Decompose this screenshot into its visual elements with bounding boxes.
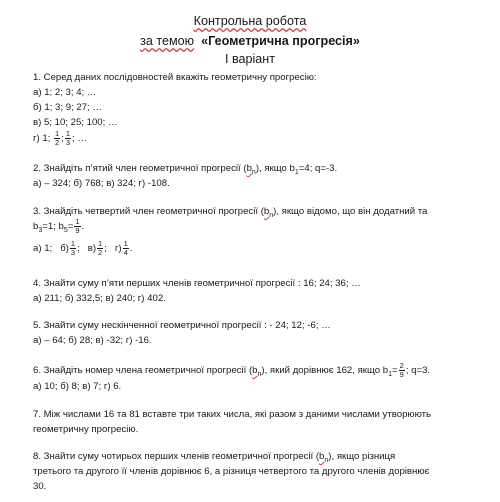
fraction-denominator: 2 [98,248,103,257]
fraction-denominator: 9 [399,370,404,379]
seq-letter: b [319,451,325,462]
q3-b3: b [33,221,39,233]
q3-text [33,206,427,218]
q1-d-fraction-1 [54,130,60,147]
q1-option-d: г) 1; $\frac{1}{2}$ ; $\frac{1}{3}$ ; … [33,129,87,147]
q8-line-3: 30. [33,481,47,492]
q7-line-2: геометричну прогресію. [33,424,139,435]
q4-text: 4. Знайти суму п’яти перших членів геометричної прогресії : 16; 24; 36; … [33,278,361,289]
q1-text: 1. Серед даних послідовностей вкажіть геометричну прогресію: [33,72,317,83]
q3-answer-d-label: г) [114,243,122,255]
q2-text-before: 2. Знайдіть п’ятий член геометричної прогресії ( [33,163,247,174]
fraction-numerator: 1 [55,129,60,138]
fraction-denominator: 3 [70,248,76,257]
q6-answers: а) 10; б) 8; в) 7; г) 6. [33,381,122,392]
q4-answers: а) 211; б) 332,5; в) 240; г) 402. [33,293,166,304]
seq-subscript: n [269,211,274,219]
q2-cond-subscript: 1 [294,168,299,176]
q3-b5-fraction [74,218,80,235]
fraction-numerator: 1 [123,239,128,248]
q2-answers: а) – 324; б) 768; в) 324; г) -108. [33,178,170,189]
fraction-numerator: 1 [75,217,80,226]
fraction-numerator: 1 [98,239,103,248]
seq-subscript: n [324,456,329,464]
q6-cond-subscript: 1 [388,370,393,378]
q5-answers: а) – 64; б) 28; в) -32; г) -16. [33,335,152,346]
q3-seq [264,206,273,217]
fraction-denominator: 3 [65,138,71,147]
fraction-denominator: 4 [123,248,128,257]
q5-text: 5. Знайти суму нескінченної геометричної прогресії : - 24; 12; -6; … [33,320,331,331]
variant-text: І варіант [224,52,276,66]
q1-d-fraction-2 [65,130,71,147]
q3-text-after: ), якщо відомо, що він додатний та [273,206,428,217]
q2-seq [247,163,256,174]
q3-conditions: $b_3=1$; $b_5=$ $\frac{1}{9}$ . [33,217,85,235]
q6-b1-fraction [399,362,405,379]
q2-text [33,163,337,175]
q1-d-prefix: г) 1; [33,133,51,145]
seq-letter: b [252,365,258,377]
seq-letter: b [246,163,252,174]
q3-answer-b-fraction [70,240,76,257]
q8-text-after: ), якщо різниця [328,451,396,462]
q3-answer-b-label: б) [60,243,69,255]
title-text: Контрольна робота [193,14,307,28]
fraction-denominator: 9 [75,226,80,235]
q7-line-1: 7. Між числами 16 та 81 вставте три таких числа, які разом з даними числами утворюють [33,409,431,420]
q3-answer-a: а) 1; [33,243,53,255]
q8-line-1 [33,451,395,463]
q8-line-2: третього та другого її членів дорівнює 6, а різниця четвертого та другого членів дорівнює [33,466,430,477]
q3-eq: = [67,221,74,233]
q3-answer-d-fraction [123,240,129,257]
worksheet-topic [0,34,500,49]
q1-option-b: б) 1; 3; 9; 27; … [33,102,102,113]
seq-subscript: n [251,168,256,176]
q3-text-before: 3. Знайдіть четвертий член геометричної прогресії ( [33,206,264,217]
seq-letter: b [263,206,270,217]
fraction-numerator: 2 [399,361,404,370]
q2-text-after: ), якщо b [255,163,295,174]
q2-cond-rest: =4; q=-3. [298,163,338,174]
q1-d-suffix: ; … [72,133,87,145]
worksheet-variant [0,52,500,67]
q6-cond-rest: ; q=3. [405,365,431,377]
q3-answers: а) 1; б) $\frac{1}{3}$ ; в) $\frac{1}{2}$ ; г) $\frac{1}{4}$ . [33,239,133,257]
worksheet-title [0,14,500,29]
q8-text-before: 8. Знайти суму чотирьох перших членів геометричної прогресії ( [33,451,320,462]
seq-subscript: n [257,370,262,378]
fraction-numerator: 1 [65,129,71,138]
q6-eq: = [392,365,398,377]
q3-answer-c-fraction [97,240,103,257]
q3-b5: =1; b [42,221,64,233]
q3-sub-3: 3 [38,226,43,234]
fraction-denominator: 2 [55,138,60,147]
q3-answer-c-label: в) [87,243,97,255]
q8-seq [319,451,328,462]
q1-option-a: а) 1; 2; 3; 4; … [33,87,97,98]
q6-text [33,362,430,379]
topic-name: «Геометрична прогресія» [201,34,360,48]
q1-option-c: в) 5; 10; 25; 100; … [33,117,118,128]
q3-sub-5: 5 [63,226,68,234]
fraction-numerator: 1 [70,239,76,248]
topic-prefix: за темою [140,34,195,48]
q6-text-before: 6. Знайдіть номер члена геометричної прогресії ( [33,365,253,377]
q6-text-after: ), який дорівнює 162, якщо b [261,365,389,377]
